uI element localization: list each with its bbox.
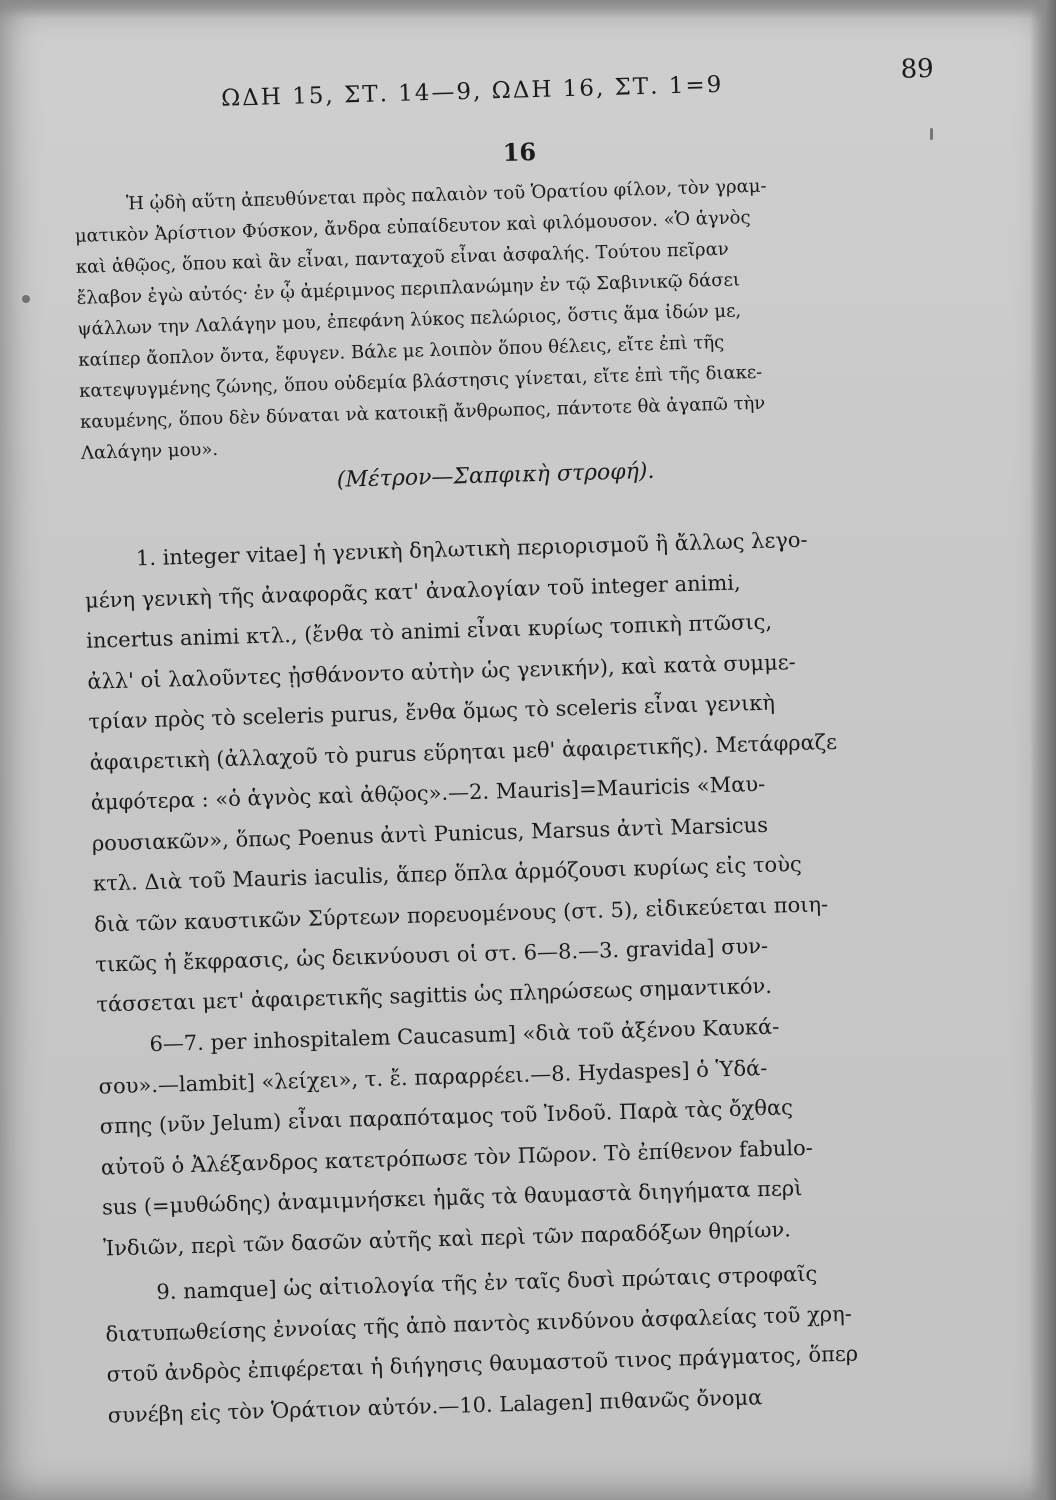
intro-line: Λαλάγην μου». bbox=[80, 439, 219, 464]
commentary-line: 1. integer vitae] ἡ γενικὴ δηλωτικὴ περιορισμοῦ ἢ ἄλλως λεγο- bbox=[135, 527, 808, 571]
commentary-line: sus (=μυθώδης) ἀναμιμνήσκει ἡμᾶς τὰ θαυμαστὰ διηγήματα περὶ bbox=[101, 1175, 803, 1220]
ink-spot bbox=[930, 128, 933, 140]
commentary-block bbox=[97, 1000, 1003, 1268]
commentary-line: μένη γενικὴ τῆς ἀναφορᾶς κατ' ἀναλογίαν τοῦ integer animi, bbox=[84, 569, 741, 613]
commentary-line: τικῶς ἡ ἔκφρασις, ὡς δεικνύουσι οἱ στ. 6—8.—3. gravida] συν- bbox=[94, 933, 769, 977]
running-title: ΩΔΗ 15, ΣΤ. 14—9, ΩΔΗ 16, ΣΤ. 1=9 bbox=[220, 71, 724, 112]
page-text bbox=[70, 35, 970, 1427]
commentary-line: τρίαν πρὸς τὸ sceleris purus, ἔνθα ὅμως τὸ sceleris εἶναι γενικὴ bbox=[88, 690, 776, 734]
commentary-line: σου».—lambit] «λείχει», τ. ἔ. παραρρέει.—8. Hydaspes] ὁ Ὑδά- bbox=[98, 1055, 768, 1099]
commentary-line: διατυπωθείσης ἐννοίας τῆς ἀπὸ παντὸς κινδύνου ἀσφαλείας τοῦ χρη- bbox=[105, 1301, 853, 1346]
intro-line: ἔλαβον ἐγὼ αὐτός· ἐν ᾧ ἀμέριμνος περιπλανώμην ἐν τῷ Σαβινικῷ δάσει bbox=[76, 269, 741, 309]
commentary-block bbox=[104, 1248, 1008, 1435]
commentary-line: τάσσεται μετ' ἀφαιρετικῆς sagittis ὡς πληρώσεως σημαντικόν. bbox=[96, 973, 773, 1017]
commentary-line: 6—7. per inhospitalem Caucasum] «διὰ τοῦ ἀξένου Καυκά- bbox=[149, 1014, 780, 1057]
intro-line: καυμένης, ὅπου δὲν δύναται νὰ κατοικῇ ἄνθρωπος, πάντοτε θὰ ἀγαπῶ τὴν bbox=[79, 392, 766, 433]
ode-number: 16 bbox=[502, 137, 537, 167]
ode-introduction bbox=[74, 165, 981, 469]
page-right-edge bbox=[1030, 0, 1056, 1500]
meter-heading: (Μέτρον—Σαπφικὴ στροφή). bbox=[336, 458, 655, 493]
commentary-line: ἀλλ' οἱ λαλοῦντες ᾐσθάνοντο αὐτὴν ὡς γενικήν), καὶ κατὰ συμμε- bbox=[87, 649, 796, 694]
intro-line: Ἡ ᾠδὴ αὕτη ἀπευθύνεται πρὸς παλαιὸν τοῦ Ὁρατίου φίλον, τὸν γραμ- bbox=[125, 175, 767, 215]
page-number: 89 bbox=[900, 53, 935, 85]
intro-line: κατεψυγμένης ζώνης, ὅπου οὐδεμία βλάστησις γίνεται, εἴτε ἐπὶ τῆς διακε- bbox=[78, 361, 763, 402]
commentary-line: στοῦ ἀνδρὸς ἐπιφέρεται ἡ διήγησις θαυμαστοῦ τινος πράγματος, ὅπερ bbox=[106, 1341, 859, 1387]
commentary-line: Ἰνδιῶν, περὶ τῶν δασῶν αὐτῆς καὶ περὶ τῶν παραδόξων θηρίων. bbox=[102, 1216, 792, 1261]
intro-line: ψάλλων την Λαλάγην μου, ἐπεφάνη λύκος πελώριος, ὅστις ἅμα ἰδών με, bbox=[77, 300, 742, 340]
commentary-line: διὰ τῶν καυστικῶν Σύρτεων πορευομένους (στ. 5), εἰδικεύεται ποιη- bbox=[93, 891, 829, 937]
commentary-line: incertus animi κτλ., (ἔνθα τὸ animi εἶναι κυρίως τοπικὴ πτῶσις, bbox=[85, 609, 773, 653]
intro-line: καὶ ἀθῷος, ὅπου καὶ ἂν εἶναι, πανταχοῦ εἶναι ἀσφαλής. Τούτου πεῖραν bbox=[75, 238, 729, 278]
commentary-line: ρουσιακῶν», ὅπως Poenus ἀντὶ Punicus, Marsus ἀντὶ Marsicus bbox=[91, 812, 769, 856]
commentary-line: σπης (νῦν Jelum) εἶναι παραπόταμος τοῦ Ἰνδοῦ. Παρὰ τὰς ὄχθας bbox=[99, 1095, 794, 1139]
commentary-line: συνέβη εἰς τὸν Ὁράτιον αὐτόν.—10. Lalagen] πιθανῶς ὄνομα bbox=[107, 1384, 763, 1427]
intro-line: ματικὸν Ἀρίστιον Φύσκον, ἄνδρα εὐπαίδευτον καὶ φιλόμουσον. «Ὁ ἁγνὸς bbox=[74, 207, 751, 247]
page-top-shadow bbox=[0, 0, 1056, 18]
intro-line: καίπερ ἄοπλον ὄντα, ἔφυγεν. Βάλε με λοιπὸν ὅπου θέλεις, εἴτε ἐπὶ τῆς bbox=[78, 331, 725, 371]
ink-spot bbox=[22, 295, 30, 303]
commentary-line: κτλ. Διὰ τοῦ Mauris iaculis, ἅπερ ὅπλα ἁρμόζουσι κυρίως εἰς τοὺς bbox=[92, 851, 802, 896]
commentary-line: 9. namque] ὡς αἰτιολογία τῆς ἐν ταῖς δυσὶ πρώταις στροφαῖς bbox=[156, 1261, 818, 1305]
commentary-line: αὐτοῦ ὁ Ἀλέξανδρος κατετρόπωσε τὸν Πῶρον. Τὸ ἐπίθενον fabulo- bbox=[100, 1135, 814, 1180]
commentary-line: ἀμφότερα : «ὁ ἁγνὸς καὶ ἀθῷος».—2. Mauris]=Mauricis «Μαυ- bbox=[90, 771, 766, 815]
commentary-line: ἀφαιρετικὴ (ἀλλαχοῦ τὸ purus εὕρηται μεθ' ἀφαιρετικῆς). Μετάφραζε bbox=[89, 729, 838, 775]
commentary-block bbox=[83, 515, 995, 985]
